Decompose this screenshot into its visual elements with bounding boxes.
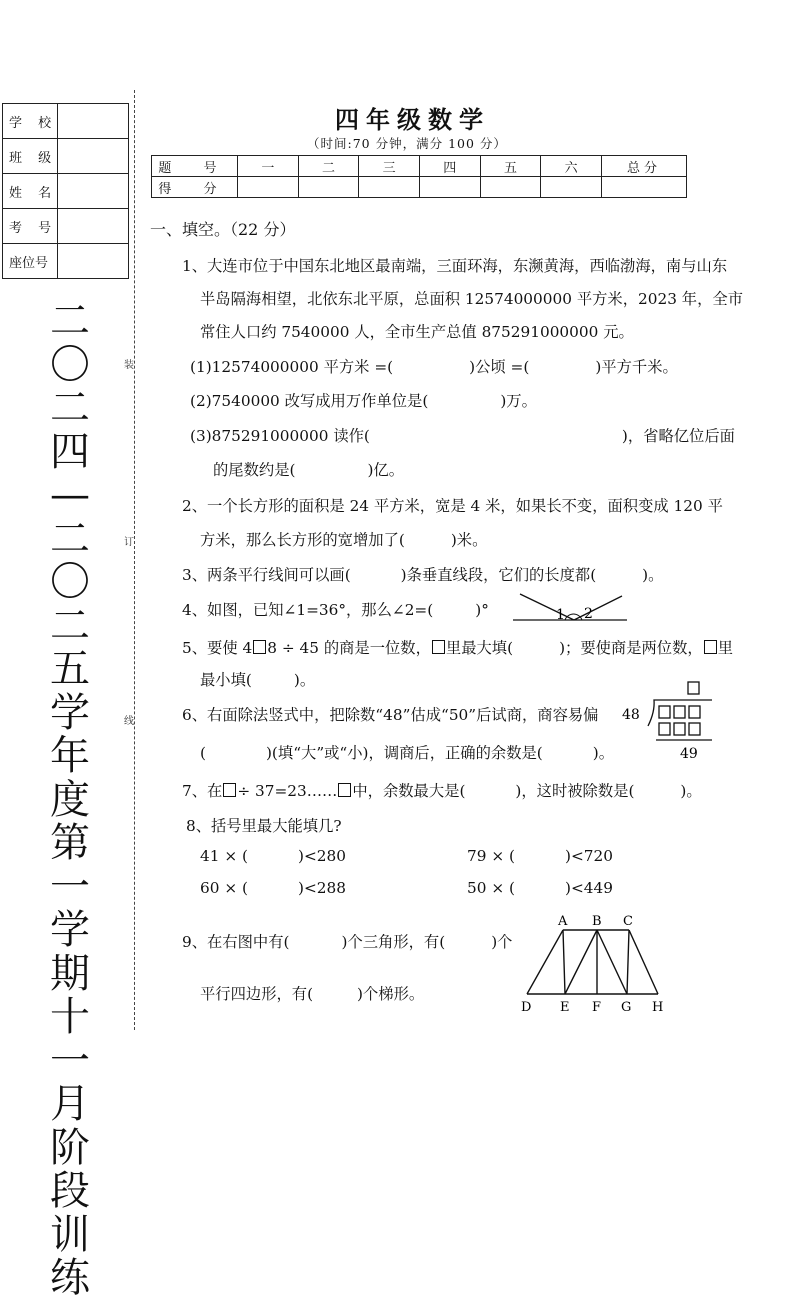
- score-col-2: 二: [298, 156, 359, 177]
- q7-text-a: 7、在: [182, 782, 223, 800]
- segment-ch: [629, 930, 658, 994]
- score-cell[interactable]: [602, 177, 687, 198]
- q5-text-e: 里: [717, 639, 734, 657]
- product-box: [689, 723, 700, 735]
- q8-item: [200, 847, 346, 865]
- info-label-name: 姓 名: [3, 174, 58, 209]
- q7-text-b: ÷ 37=23……: [237, 782, 338, 800]
- score-cell[interactable]: [419, 177, 480, 198]
- info-label-exam-number: 考 号: [3, 209, 58, 244]
- score-col-total: 总分: [602, 156, 687, 177]
- q8-item-text-a: 41 × (: [200, 847, 248, 865]
- q1-line2: 半岛隔海相望，北依东北平原，总面积 12574000000 平方米，2023 年，全市: [200, 290, 743, 308]
- q5-text-c: 里最大填(: [445, 639, 514, 657]
- score-table-header-row: [152, 156, 687, 177]
- division-bracket: [648, 700, 712, 726]
- angle-ray-right: [574, 596, 622, 620]
- score-row-label: 得 分: [152, 177, 238, 198]
- q6-line1: 6、右面除法竖式中，把除数“48”估成“50”后试商，商容易偏: [182, 706, 599, 724]
- score-cell[interactable]: [298, 177, 359, 198]
- q9-line1: [182, 930, 512, 952]
- score-table: [151, 155, 687, 198]
- angle-1-label: 1: [556, 607, 565, 623]
- q1-sub3-text-d: )亿。: [367, 461, 405, 479]
- q8-item-text-b: )<720: [564, 847, 613, 865]
- digit-box: [432, 640, 445, 654]
- q1-sub2-text-a: (2)7540000 改写成用万作单位是(: [190, 392, 429, 410]
- q8-item-text-b: )<280: [297, 847, 346, 865]
- q1-sub2: [190, 389, 537, 411]
- score-col-1: 一: [238, 156, 299, 177]
- q8-item-text-a: 50 × (: [467, 879, 515, 897]
- product-box: [659, 723, 670, 735]
- segment-cg: [627, 930, 629, 994]
- score-cell[interactable]: [238, 177, 299, 198]
- q3-text-c: )。: [642, 566, 664, 584]
- segment-ae: [563, 930, 565, 994]
- q1-sub3-cont: [213, 458, 404, 480]
- q8-item: [467, 847, 613, 865]
- q9-text-a: 9、在右图中有(: [182, 933, 290, 951]
- q1-sub2-text-b: )万。: [500, 392, 537, 410]
- binding-mark-zhuang: 装: [124, 356, 134, 371]
- score-col-4: 四: [419, 156, 480, 177]
- trapezoid-figure: [515, 910, 675, 1018]
- q4-text-b: )°: [475, 601, 489, 619]
- binding-mark-ding: 订: [124, 533, 134, 548]
- digit-box: [338, 783, 351, 797]
- q4-line: [182, 598, 489, 620]
- dividend-box: [689, 706, 700, 718]
- q5-text-b: 8 ÷ 45 的商是一位数，: [267, 639, 431, 657]
- segment-bg: [597, 930, 627, 994]
- point-g-label: G: [621, 1000, 632, 1015]
- dividend-box: [659, 706, 670, 718]
- long-division-figure: [618, 678, 718, 764]
- point-h-label: H: [652, 1000, 664, 1015]
- info-label-class: 班 级: [3, 139, 58, 174]
- q9-text-b: )个三角形，有(: [341, 933, 446, 951]
- q3-text-a: 3、两条平行线间可以画(: [182, 566, 351, 584]
- q1-sub1-text-a: (1)12574000000 平方米 =(: [190, 358, 394, 376]
- binding-dashed-line: [134, 90, 135, 1030]
- q8-item-text-b: )<449: [564, 879, 613, 897]
- q8-item-text-b: )<288: [297, 879, 346, 897]
- school-field[interactable]: [58, 104, 129, 139]
- q1-sub1-text-b: )公顷 =(: [469, 358, 530, 376]
- score-cell[interactable]: [480, 177, 541, 198]
- q6-text-a: (: [200, 744, 206, 762]
- dividend-box: [674, 706, 685, 718]
- q2-text-b: )米。: [450, 531, 488, 549]
- score-col-6: 六: [541, 156, 602, 177]
- angle-2-label: 2: [584, 606, 593, 622]
- q5-line1: [182, 636, 733, 658]
- angle-figure: [510, 592, 630, 624]
- vertical-exam-title: 二〇二四—二〇二五学年度第一学期十一月阶段训练: [50, 298, 90, 1301]
- q8-item-text-a: 60 × (: [200, 879, 248, 897]
- page-title: 四年级数学: [335, 105, 490, 134]
- q9-text-e: )个梯形。: [357, 985, 425, 1003]
- q1-sub3: [190, 424, 735, 446]
- q1-sub3-text-b: )，省略亿位后面: [621, 427, 735, 445]
- point-e-label: E: [560, 1000, 570, 1015]
- q6-text-c: )。: [592, 744, 615, 762]
- score-cell[interactable]: [359, 177, 420, 198]
- digit-box: [704, 640, 717, 654]
- q8-item: [200, 879, 346, 897]
- q6-text-b: )(填“大”或“小)，调商后，正确的余数是(: [265, 744, 543, 762]
- q1-sub3-text-a: (3)875291000000 读作(: [190, 427, 370, 445]
- quotient-box: [688, 682, 699, 694]
- point-b-label: B: [592, 914, 602, 929]
- q6-line2: [200, 741, 614, 763]
- q8-item-text-a: 79 × (: [467, 847, 515, 865]
- info-label-school: 学 校: [3, 104, 58, 139]
- q7-text-e: )。: [680, 782, 702, 800]
- seat-field[interactable]: [58, 244, 129, 279]
- q7-line: [182, 779, 702, 801]
- q1-sub3-text-c: 的尾数约是(: [213, 461, 296, 479]
- q5-line2: [200, 668, 315, 690]
- exam-number-field[interactable]: [58, 209, 129, 244]
- point-d-label: D: [521, 1000, 532, 1015]
- point-f-label: F: [592, 1000, 602, 1015]
- q5-text-f: 最小填(: [200, 671, 252, 689]
- q3-text-b: )条垂直线段，它们的长度都(: [400, 566, 597, 584]
- q5-text-d: )；要使商是两位数，: [559, 639, 703, 657]
- q2-line2: [200, 528, 487, 550]
- score-col-label: 题 号: [152, 156, 238, 177]
- name-field[interactable]: [58, 174, 129, 209]
- q1-line1: 1、大连市位于中国东北地区最南端，三面环海，东濒黄海，西临渤海，南与山东: [182, 257, 728, 275]
- section-heading: 一、填空。（22 分）: [150, 220, 296, 239]
- point-c-label: C: [623, 914, 633, 929]
- segment-be: [565, 930, 597, 994]
- info-label-seat: 座位号: [3, 244, 58, 279]
- q3-line: [182, 563, 663, 585]
- q9-text-d: 平行四边形，有(: [200, 985, 314, 1003]
- divisor-label: 48: [622, 707, 640, 723]
- q4-text-a: 4、如图，已知∠1=36°，那么∠2=(: [182, 601, 434, 619]
- product-box: [674, 723, 685, 735]
- score-col-5: 五: [480, 156, 541, 177]
- class-field[interactable]: [58, 139, 129, 174]
- segment-ad: [527, 930, 563, 994]
- page-subtitle: （时间:70 分钟，满分 100 分）: [307, 136, 507, 151]
- digit-box: [223, 783, 236, 797]
- q5-text-a: 5、要使 4: [182, 639, 253, 657]
- student-info-table: [2, 103, 129, 279]
- q5-text-g: )。: [293, 671, 316, 689]
- digit-box: [253, 640, 266, 654]
- q8-heading: 8、括号里最大能填几?: [186, 817, 342, 835]
- q7-text-c: 中，余数最大是(: [352, 782, 466, 800]
- q7-text-d: )，这时被除数是(: [515, 782, 635, 800]
- score-cell[interactable]: [541, 177, 602, 198]
- q1-sub1: [190, 355, 678, 377]
- q2-line1: 2、一个长方形的面积是 24 平方米，宽是 4 米，如果长不变，面积变成 120 平: [182, 497, 723, 515]
- binding-mark-xian: 线: [124, 712, 134, 727]
- q1-line3: 常住人口约 7540000 人，全市生产总值 875291000000 元。: [200, 323, 634, 341]
- q8-item: [467, 879, 613, 897]
- remainder-label: 49: [680, 746, 698, 762]
- score-col-3: 三: [359, 156, 420, 177]
- score-table-score-row: [152, 177, 687, 198]
- q9-line2: [200, 982, 424, 1004]
- q9-text-c: )个: [491, 933, 513, 951]
- angle-ray-left: [520, 594, 574, 620]
- q1-sub1-text-c: )平方千米。: [595, 358, 678, 376]
- point-a-label: A: [558, 914, 568, 929]
- q2-text-a: 方米，那么长方形的宽增加了(: [200, 531, 405, 549]
